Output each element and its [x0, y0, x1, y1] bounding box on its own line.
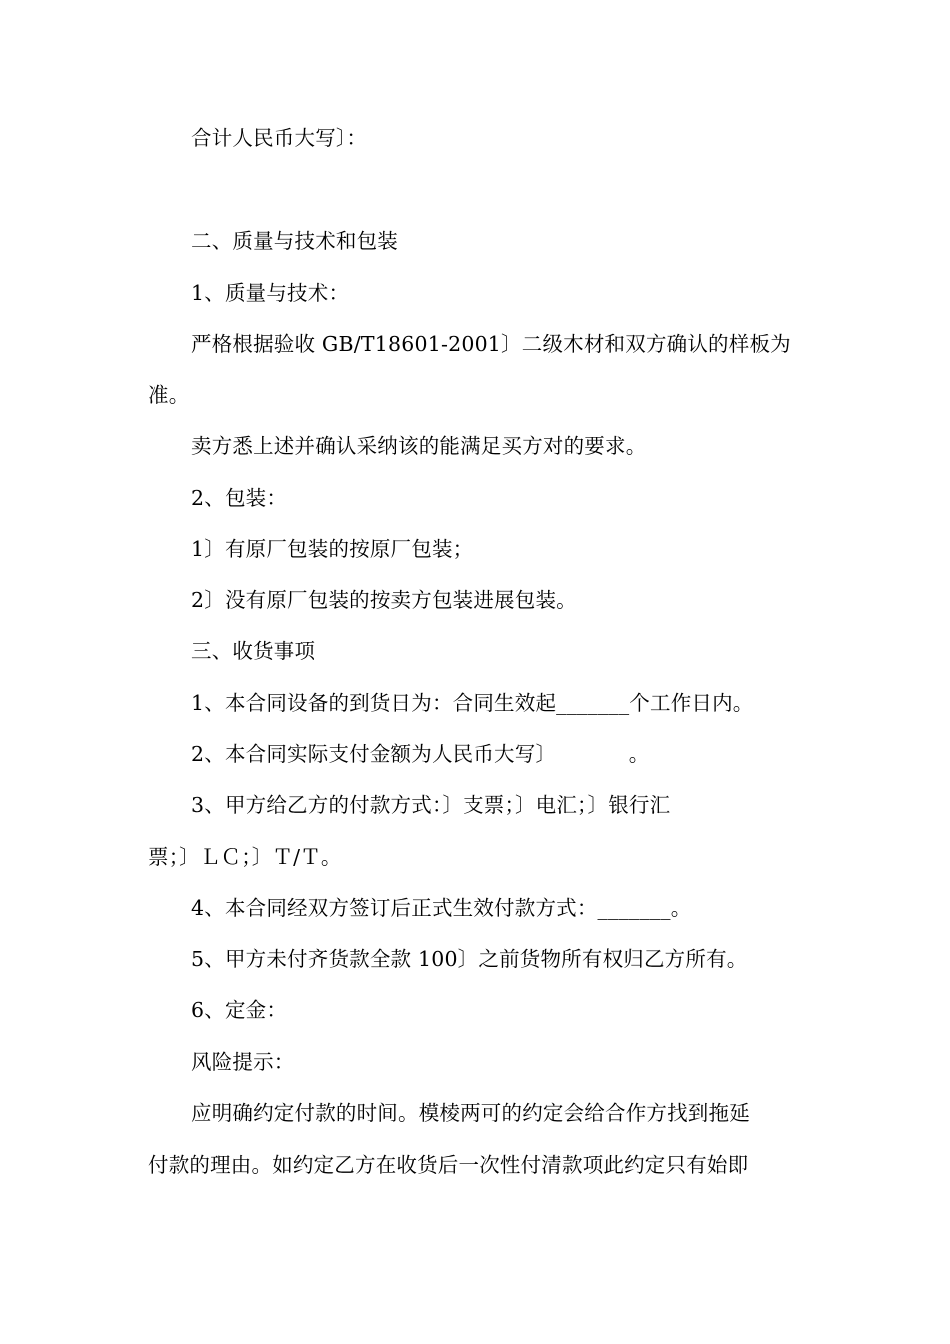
subheading-packaging: 2、包装：: [191, 486, 288, 510]
list-item: 6、定金：: [191, 998, 288, 1022]
list-item: 2〕没有原厂包装的按卖方包装进展包装。: [191, 588, 577, 612]
paragraph-line: 严格根据验收 GB/T18601-2001〕二级木材和双方确认的样板为: [191, 332, 791, 356]
list-item: 1〕有原厂包装的按原厂包装；: [191, 537, 474, 561]
list-item: 3、甲方给乙方的付款方式：〕支票；〕电汇；〕银行汇: [191, 793, 671, 817]
paragraph-line: 票；〕ＬＣ；〕Ｔ/Ｔ。: [148, 845, 342, 869]
list-item: 5、甲方未付齐货款全款 100〕之前货物所有权归乙方所有。: [191, 947, 748, 971]
paragraph-line: 付款的理由。如约定乙方在收货后一次性付清款项此约定只有始即: [148, 1153, 749, 1177]
risk-notice-heading: 风险提示：: [191, 1050, 295, 1074]
list-item: 4、本合同经双方签订后正式生效付款方式：_______。: [191, 896, 692, 920]
section-heading-quality: 二、质量与技术和包装: [191, 229, 398, 253]
paragraph-line: 卖方悉上述并确认采纳该的能满足买方对的要求。: [191, 434, 647, 458]
subheading-quality-tech: 1、质量与技术：: [191, 281, 350, 305]
total-amount-line: 合计人民币大写〕：: [191, 126, 368, 150]
paragraph-line: 准。: [148, 383, 190, 407]
section-heading-receiving: 三、收货事项: [191, 639, 316, 663]
paragraph-line: 应明确约定付款的时间。模棱两可的约定会给合作方找到拖延: [191, 1101, 750, 1125]
list-item: 1、本合同设备的到货日为：合同生效起_______个工作日内。: [191, 691, 754, 715]
list-item: 2、本合同实际支付金额为人民币大写〕 。: [191, 742, 650, 766]
